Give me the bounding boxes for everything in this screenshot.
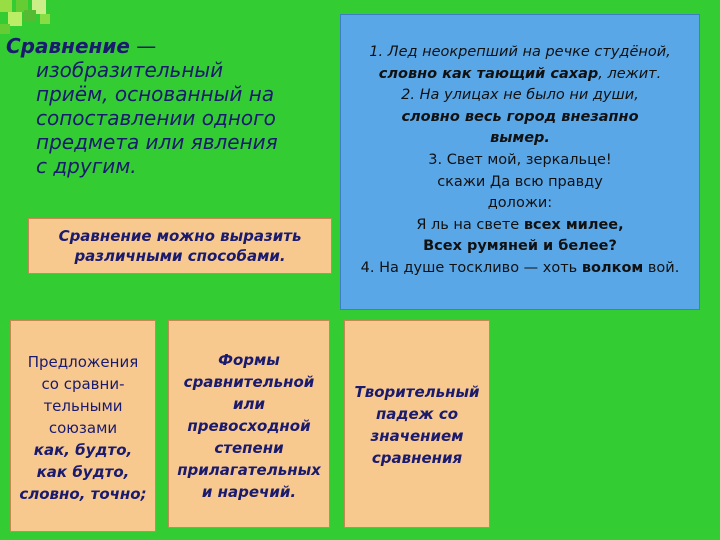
example-3-line: 3. Свет мой, зеркальце!: [428, 151, 612, 168]
instrumental-line: сравнения: [371, 449, 463, 467]
conjunction-line: Предложения: [27, 353, 139, 371]
conjunction-word: словно, точно;: [19, 485, 147, 503]
forms-line: степени: [214, 439, 284, 457]
conjunction-line: тельными: [43, 397, 123, 415]
forms-line: и наречий.: [201, 483, 297, 501]
definition-term: Сравнение: [6, 34, 130, 58]
example-3-comparison: всех милее,: [523, 216, 624, 233]
example-1-comparison: словно как тающий сахар: [378, 65, 599, 82]
forms-line: Формы: [218, 351, 280, 369]
example-3-line: Я ль на свете: [416, 216, 524, 233]
decor-square: [8, 12, 22, 26]
forms-line: или: [232, 395, 265, 413]
example-4-comparison: волком: [581, 259, 644, 276]
examples-panel: [340, 14, 700, 310]
example-3-comparison: Всех румяней и белее?: [423, 238, 617, 255]
definition-line: предмета или явления: [36, 130, 278, 154]
example-2-comparison: вымер.: [490, 130, 550, 147]
example-2-comparison: словно весь город внезапно: [401, 108, 639, 125]
example-1-line: 1. Лед неокрепший на речке студёной,: [369, 44, 671, 60]
decor-square: [24, 10, 36, 22]
instrumental-case-box: [344, 320, 490, 528]
instrumental-line: Творительный: [354, 383, 480, 401]
conjunction-line: со сравни-: [41, 375, 125, 393]
example-4-end: вой.: [643, 259, 680, 276]
ways-line: Сравнение можно выразить: [58, 227, 302, 245]
decor-square: [0, 0, 12, 12]
conjunction-line: союзами: [48, 419, 118, 437]
example-3-line: скажи Да всю правду: [437, 173, 603, 190]
forms-line: прилагательных: [177, 461, 321, 479]
example-1-end: , лежит.: [598, 65, 662, 82]
instrumental-line: падеж со: [375, 405, 459, 423]
forms-line: превосходной: [187, 417, 311, 435]
definition-text: [6, 34, 326, 178]
definition-line: изобразительный: [36, 58, 224, 82]
definition-line: приём, основанный на: [36, 82, 275, 106]
example-4-line: 4. На душе тоскливо — хоть: [360, 259, 582, 276]
definition-line: с другим.: [36, 154, 137, 178]
conjunction-box: [10, 320, 156, 532]
instrumental-line: значением: [370, 427, 464, 445]
definition-dash: —: [129, 34, 157, 58]
conjunction-word: как, будто,: [33, 441, 133, 459]
ways-note: [28, 218, 332, 274]
degree-forms-box: [168, 320, 330, 528]
ways-line: различными способами.: [74, 247, 286, 265]
decor-square: [40, 14, 50, 24]
decor-square: [0, 24, 10, 34]
forms-line: сравнительной: [183, 373, 315, 391]
example-3-line: доложи:: [487, 195, 553, 212]
example-2-line: 2. На улицах не было ни души,: [401, 87, 639, 104]
conjunction-word: как будто,: [36, 463, 130, 481]
definition-line: сопоставлении одного: [36, 106, 276, 130]
